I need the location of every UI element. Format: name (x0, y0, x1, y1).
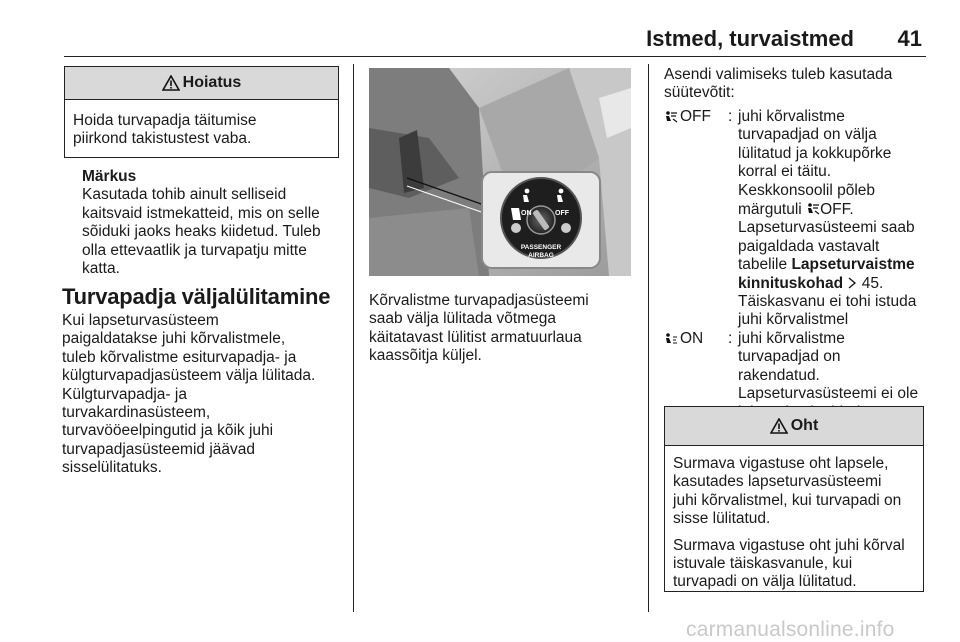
danger-line: Surmava vigastuse oht lapsele, (673, 455, 889, 472)
child-seat-off-lamp-icon (806, 202, 820, 216)
column-divider-2 (648, 64, 649, 612)
child-seat-off-icon (664, 110, 678, 124)
danger-box-header (665, 407, 923, 446)
note-block (82, 168, 344, 278)
section-line: turvakardinasüsteem, (62, 404, 211, 422)
airbag-switch-illustration (369, 68, 631, 276)
lamp-suffix: OFF. (820, 201, 854, 219)
ref-page: 45. (861, 274, 884, 292)
note-line: olla ettevaatlik ja turvapatju mitte (82, 241, 307, 259)
danger-line: kasutades lapseturvasüsteemi (673, 473, 882, 491)
switch-label-off: OFF (555, 210, 569, 217)
position-off-line: turvapadjad on välja (738, 126, 877, 144)
section-title: Istmed, turvaistmed (646, 26, 854, 51)
intro-line: süütevõtit: (664, 84, 735, 102)
section-line: turvapadjasüsteemid jäävad (62, 440, 256, 458)
position-on-line: Lapseturvasüsteemi ei ole (738, 385, 919, 403)
warning-text: Hoida turvapadja täitumise piirkond takistustest vaba. (73, 112, 257, 148)
child-seat-on-icon (664, 332, 678, 346)
ref-prefix: tabelile (738, 256, 788, 274)
lamp-prefix: märgutuli (738, 201, 802, 219)
danger-line: sisse lülitatud. (673, 510, 771, 528)
ref-bold-2: kinnituskohad (738, 274, 844, 292)
position-off-line: paigaldada vastavalt (738, 237, 880, 255)
section-line: paigaldatakse juhi kõrvalistmele, (62, 330, 286, 348)
section-line: turvavööeelpingutid ja kõik juhi (62, 422, 274, 440)
intro-line: Asendi valimiseks tuleb kasutada (664, 66, 893, 83)
switch-positions-list (664, 108, 926, 422)
warning-box (64, 66, 339, 158)
position-on-line: turvapadjad on rakendatud. (738, 348, 841, 384)
danger-line: Surmava vigastuse oht juhi kõrval (673, 536, 905, 554)
page-number: 41 (897, 26, 922, 51)
position-off-line: Lapseturvasüsteemi saab (738, 219, 915, 237)
page-reference-icon (847, 277, 857, 289)
watermark: carmanualsonline.info (686, 618, 895, 641)
position-off-line: juhi kõrvalistmel (738, 311, 849, 329)
page-header (64, 24, 926, 54)
danger-line: juhi kõrvalistmel, kui turvapadi on (673, 491, 902, 509)
danger-line: turvapadi on välja lülitatud. (673, 573, 857, 591)
caption-line: saab välja lülitada võtmega (369, 310, 556, 328)
position-on-colon: : (728, 329, 733, 347)
note-line: kaitsvaid istmekatteid, mis on selle (82, 204, 320, 222)
note-title: Märkus (82, 168, 137, 185)
position-off-line: juhi kõrvalistme (738, 108, 845, 125)
switch-label-line2: AIRBAG (528, 252, 554, 259)
illustration-caption (369, 292, 637, 366)
section-line: tuleb kõrvalistme esiturvapadja- ja (62, 348, 297, 366)
section-heading: Turvapadja väljalülitamine (62, 284, 331, 309)
caption-line: kaassõitja küljel. (369, 347, 482, 365)
position-off-line: lülitatud ja kokkupõrke (738, 144, 892, 162)
position-off-colon: : (728, 108, 733, 125)
position-off-term: OFF (680, 108, 711, 125)
section-line: sisselülitatuks. (62, 459, 162, 477)
ref-bold-1: Lapseturvaistme (791, 256, 915, 274)
airbag-deactivation-section (62, 284, 352, 478)
warning-box-header (65, 67, 338, 100)
column-divider-1 (353, 64, 354, 612)
danger-icon (770, 418, 788, 434)
section-line: Külgturvapadja- ja (62, 385, 187, 403)
note-line: sõiduki jaoks heaks kiidetud. Tuleb (82, 223, 321, 241)
danger-title: Oht (790, 417, 819, 434)
position-off-line: Täiskasvanu ei tohi istuda (738, 293, 917, 311)
section-line: külgturvapadjasüsteem välja lülitada. (62, 367, 316, 385)
position-off (664, 108, 926, 330)
header-rule (64, 56, 926, 57)
caption-line: Kõrvalistme turvapadjasüsteemi (369, 292, 589, 309)
switch-label-line1: PASSENGER (520, 244, 562, 251)
danger-line: istuvale täiskasvanule, kui (673, 555, 853, 573)
warning-title: Hoiatus (182, 74, 242, 91)
position-off-line: korral ei täitu. (738, 163, 832, 181)
danger-box (664, 406, 924, 592)
position-on-term: ON (680, 329, 704, 347)
caption-line: käitatavast lülitist armatuurlaua (369, 328, 582, 346)
note-line: katta. (82, 260, 120, 278)
section-line: Kui lapseturvasüsteem (62, 312, 219, 329)
note-line: Kasutada tohib ainult selliseid (82, 186, 287, 204)
switch-label-on: ON (521, 210, 532, 217)
warning-icon (162, 75, 180, 91)
position-off-line: Keskkonsoolil põleb (738, 181, 876, 199)
position-on-line: juhi kõrvalistme (738, 329, 845, 347)
intro-text (664, 66, 926, 103)
